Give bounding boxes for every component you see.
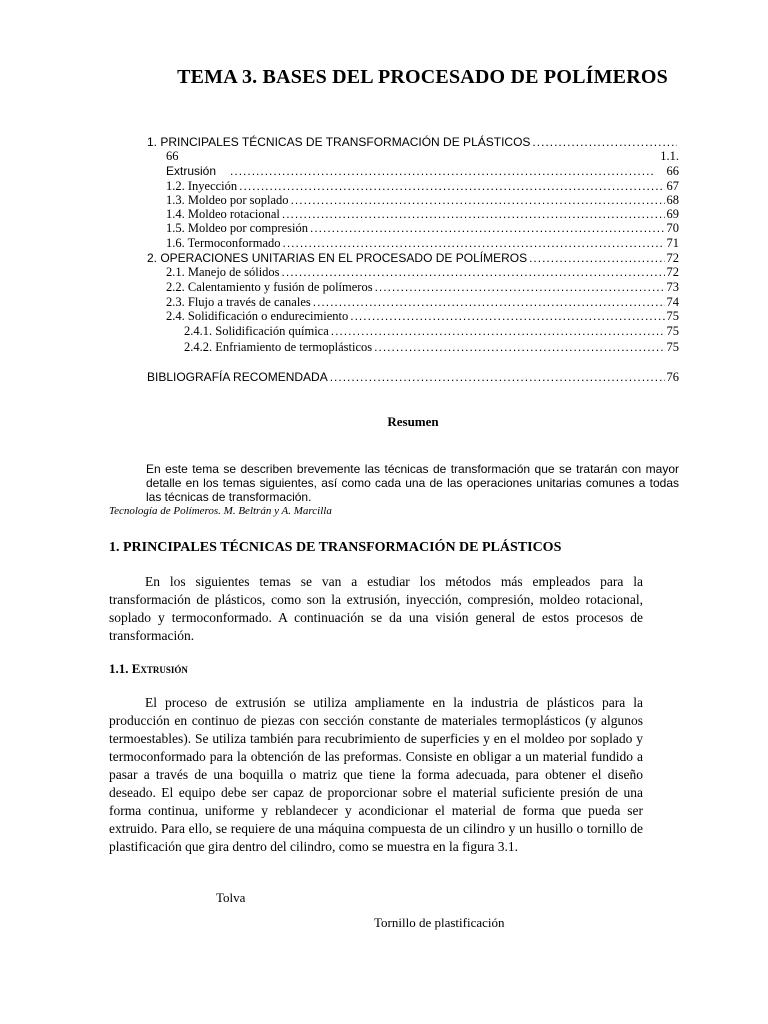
toc-item-label: 2. OPERACIONES UNITARIAS EN EL PROCESADO DE POLÍMEROS	[147, 251, 528, 265]
figure-label-screw: Tornillo de plastificación	[374, 915, 505, 930]
subsection-title: Extrusión	[131, 661, 188, 676]
toc-item-label: 1.5. Moldeo por compresión	[166, 221, 308, 235]
toc-leader	[331, 323, 665, 339]
toc-item-page: 69	[666, 207, 679, 221]
toc-item-label: 2.2. Calentamiento y fusión de polímeros	[166, 280, 373, 294]
toc-leader	[330, 369, 665, 385]
toc-item-page: 67	[666, 179, 679, 193]
paragraph-text: En los siguientes temas se van a estudiar los métodos más empleados para la transformación de plásticos, como son la extrusión, inyección, compresión, moldeo rotacional, soplado y termoconformado. A continuación se da una visión general de estos procesos de transformación.	[109, 574, 643, 643]
subsection-paragraph	[109, 694, 643, 856]
toc-item-page: 75	[666, 340, 679, 354]
subsection-number: 1.1.	[109, 661, 129, 676]
toc-item-page: 75	[666, 324, 679, 338]
toc-item[interactable]	[184, 339, 679, 355]
toc-leader	[230, 163, 654, 179]
summary-text: En este tema se describen brevemente las técnicas de transformación que se tratarán con mayor detalle en los temas siguientes, así como cada una de las operaciones unitarias comunes a todas las técnicas de transformación.	[146, 462, 679, 504]
toc-item-label: 2.3. Flujo a través de canales	[166, 295, 311, 309]
toc-item[interactable]	[166, 220, 679, 236]
toc-item[interactable]	[166, 235, 679, 251]
toc-leader	[350, 308, 664, 324]
toc-item-page: 73	[666, 280, 679, 294]
toc-item-page: 72	[666, 251, 679, 265]
toc-item-label: 2.4. Solidificación o endurecimiento	[166, 309, 349, 323]
toc-item-label: 1.2. Inyección	[166, 179, 238, 193]
toc-item-page: 70	[666, 221, 679, 235]
toc-item[interactable]	[166, 308, 679, 324]
toc-leader	[310, 220, 665, 236]
toc-item-label: 1.4. Moldeo rotacional	[166, 207, 280, 221]
subsection-heading	[109, 661, 188, 677]
toc-item-label: BIBLIOGRAFÍA RECOMENDADA	[147, 370, 328, 384]
toc-item-label: 2.1. Manejo de sólidos	[166, 265, 280, 279]
toc-item-page: 71	[666, 236, 679, 250]
toc-item-page: 66	[166, 149, 179, 163]
toc-item-1-1[interactable]	[166, 163, 679, 179]
toc-item-label: 1. PRINCIPALES TÉCNICAS DE TRANSFORMACIÓN DE PLÁSTICOS	[147, 135, 531, 149]
toc-item[interactable]	[166, 264, 679, 280]
toc-item[interactable]	[184, 323, 679, 339]
toc-leader	[283, 235, 665, 251]
running-header: Tecnología de Polímeros. M. Beltrán y A. Marcilla	[109, 505, 332, 517]
toc-item-label: 2.4.2. Enfriamiento de termoplásticos	[184, 340, 373, 354]
toc-item-label: 1.6. Termoconformado	[166, 236, 281, 250]
toc-item-label: Extrusión	[166, 164, 217, 178]
paragraph-text: El proceso de extrusión se utiliza ampliamente en la industria de plásticos para la producción en continuo de piezas con sección constante de materiales termoplásticos (y algunos termoestables). Se utiliza también para recubrimiento de superficies y en el moldeo por soplado y termoconformado para la obtención de las preformas. Consiste en obligar a un material fundido a pasar a través de una boquilla o matriz que tiene la forma adecuada, para obtener el diseño deseado. El equipo debe ser capaz de proporcionar sobre el material suficiente presión de una forma continua, uniforme y reblandecer y acondicionar el material de forma que pueda ser extruido. Para ello, se requiere de una máquina compuesta de un cilindro y un husillo o tornillo de plastificación que gira dentro del cilindro, como se muestra en la figura 3.1.	[109, 695, 643, 854]
toc-item-1[interactable]	[147, 134, 679, 150]
toc-item[interactable]	[166, 279, 679, 295]
toc-item-bibliography[interactable]	[147, 369, 679, 385]
figure-label-hopper: Tolva	[216, 890, 246, 905]
toc-item-page: 66	[666, 164, 679, 178]
toc-item-page: 75	[666, 309, 679, 323]
toc-item-page: 74	[666, 295, 679, 309]
toc-leader	[374, 339, 664, 355]
toc-leader	[532, 134, 677, 150]
toc-leader	[282, 264, 665, 280]
section-paragraph	[109, 573, 643, 645]
toc-item-label: 1.3. Moldeo por soplado	[166, 193, 289, 207]
toc-item-page: 68	[666, 193, 679, 207]
toc-leader	[375, 279, 665, 295]
toc-item-page: 76	[666, 370, 679, 384]
page-title: TEMA 3. BASES DEL PROCESADO DE POLÍMEROS	[177, 66, 668, 88]
summary-heading: Resumen	[387, 414, 439, 429]
section-heading: 1. PRINCIPALES TÉCNICAS DE TRANSFORMACIÓN DE PLÁSTICOS	[109, 540, 562, 555]
toc-item-number: 1.1.	[660, 149, 679, 163]
toc-item-page: 72	[666, 265, 679, 279]
toc-item-label: 2.4.1. Solidificación química	[184, 324, 329, 338]
